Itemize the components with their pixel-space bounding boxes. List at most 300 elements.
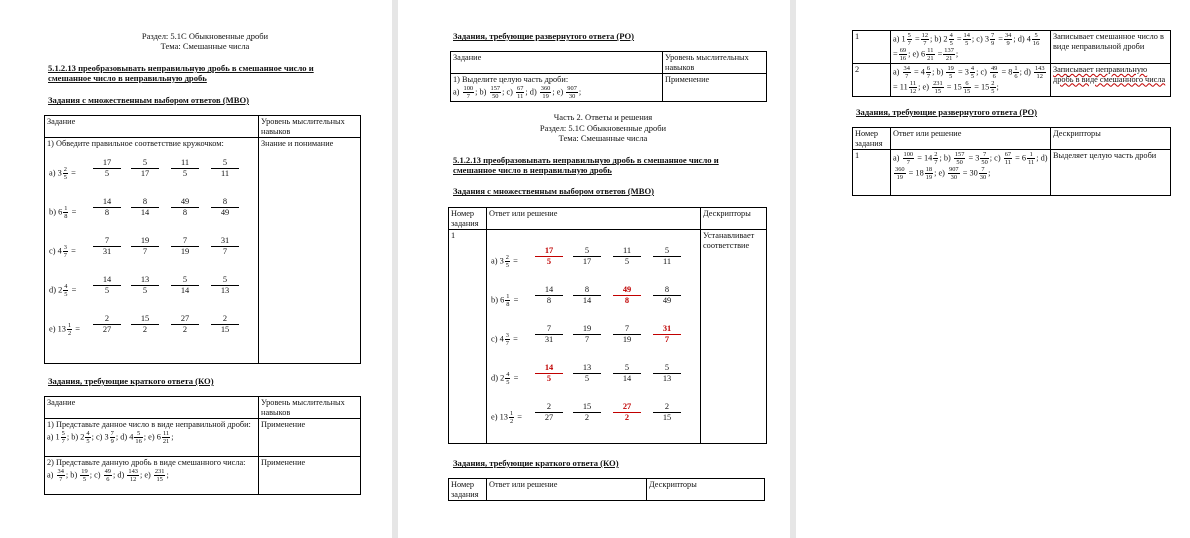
numerator: 14 <box>963 32 970 39</box>
document-page-2 <box>398 0 790 538</box>
denominator: 19 <box>180 247 190 256</box>
mco-option-fraction <box>653 246 681 267</box>
numerator: 49 <box>104 467 111 475</box>
denominator: 8 <box>64 213 68 220</box>
fraction <box>1004 32 1012 47</box>
numerator: 2 <box>653 402 681 413</box>
fraction <box>85 430 90 445</box>
column-header-descriptors: Дескрипторы <box>647 479 765 501</box>
denominator: 15 <box>963 88 971 95</box>
numerator: 231 <box>933 80 943 87</box>
mco-option-fraction <box>653 363 681 384</box>
numerator: 143 <box>128 467 138 475</box>
mco-option-fraction <box>211 275 239 296</box>
numerator: 231 <box>154 467 165 475</box>
column-header-descriptors: Дескрипторы <box>701 208 767 230</box>
denominator: 16 <box>1032 40 1040 47</box>
denominator: 5 <box>63 174 67 181</box>
fraction <box>980 151 988 166</box>
fraction <box>894 166 906 181</box>
numerator: 19 <box>947 65 954 72</box>
fraction <box>926 47 934 62</box>
task-number: 1 <box>853 31 891 64</box>
denominator: 5 <box>991 88 995 95</box>
fraction <box>970 65 975 80</box>
ko-task-2-items: a) $\frac{34}{7}$ ; b) $\frac{19}{5}$ ; c) $\frac{49}{6}$ ; d) $\frac{143}{12}$ ; e) $\frac{231}{15}$ ; <box>47 467 169 483</box>
fraction <box>1034 65 1046 80</box>
numerator: 137 <box>944 47 954 54</box>
numerator: 14 <box>535 363 563 374</box>
numerator: 19 <box>81 467 88 475</box>
numerator: 11 <box>162 429 170 437</box>
denominator: 16 <box>899 55 907 62</box>
denominator: 14 <box>622 374 632 383</box>
mco-row-label: a) 3 $\frac{2}{5}$ = <box>491 254 518 269</box>
mco-row-label: c) 4 $\frac{3}{7}$ = <box>49 244 76 259</box>
fraction <box>57 468 65 483</box>
mco-option-fraction <box>93 275 121 296</box>
denominator: 8 <box>506 301 510 308</box>
denominator: 50 <box>981 159 988 166</box>
mco-option-fraction <box>573 363 601 384</box>
numerator: 2 <box>211 314 239 325</box>
numerator: 4 <box>970 65 975 72</box>
denominator: 31 <box>544 335 554 344</box>
ro-answer-table <box>852 127 1171 196</box>
mco-option-fraction <box>211 314 239 335</box>
numerator: 5 <box>171 275 199 286</box>
denominator: 7 <box>142 247 148 256</box>
denominator: 8 <box>182 208 188 217</box>
mco-option-fraction <box>613 285 641 306</box>
mco-section-title: Задания с множественным выбором ответов (МВО) <box>453 186 655 196</box>
mco-row-label: e) 13 $\frac{1}{2}$ = <box>491 410 523 425</box>
mco-option-fraction <box>131 197 159 218</box>
denominator: 9 <box>1006 40 1010 47</box>
numerator: 19 <box>131 236 159 247</box>
fraction <box>909 80 917 95</box>
numerator: 5 <box>653 246 681 257</box>
numerator: 7 <box>980 151 988 159</box>
fraction <box>61 430 66 445</box>
denominator: 7 <box>505 340 509 347</box>
numerator: 7 <box>535 324 563 335</box>
section-heading: Раздел: 5.1С Обыкновенные дроби <box>539 123 667 133</box>
section-heading: Раздел: 5.1С Обыкновенные дроби <box>141 31 269 41</box>
fraction <box>933 151 938 166</box>
fraction <box>67 322 72 337</box>
ro-level: Применение <box>663 74 767 102</box>
objective-code: 5.1.2.13 преобразовывать неправильную дробь в смешанное число и смешанное число в неправильную дробь <box>453 155 719 175</box>
denominator: 19 <box>622 335 632 344</box>
ro-answer-items: a) $\frac{100}{7}$ = 14 $\frac{2}{7}$ ; b) $\frac{157}{50}$ = 3 $\frac{7}{50}$ ; c) $\frac{67}{11}$ = 6 $\frac{1}{11}$ ; d) $\frac{360}{19}$ = 18 $\frac{18}{19}$ ; e) $\frac{907}{30}$ = 30 $\frac{7}{30}$ ; <box>893 151 1048 181</box>
ko-task-2-text: 2) Представьте данную дробь в виде смешанного числа: <box>47 458 246 467</box>
column-header-task: Задание <box>45 397 259 419</box>
fraction <box>903 65 911 80</box>
denominator: 13 <box>220 286 230 295</box>
denominator: 21 <box>162 437 170 445</box>
document-page-1 <box>0 0 392 538</box>
denominator: 21 <box>945 55 953 62</box>
numerator: 1 <box>1014 65 1018 72</box>
denominator: 30 <box>979 174 987 181</box>
denominator: 13 <box>662 374 672 383</box>
numerator: 5 <box>211 158 239 169</box>
mco-option-fraction <box>211 236 239 257</box>
denominator: 8 <box>104 208 110 217</box>
denominator: 7 <box>907 40 911 47</box>
column-header-descriptors: Дескрипторы <box>1051 128 1171 150</box>
column-header-number: Номер задания <box>449 479 487 501</box>
denominator: 2 <box>624 413 630 422</box>
fraction <box>926 65 931 80</box>
denominator: 5 <box>82 475 87 483</box>
fraction <box>162 430 170 445</box>
fraction <box>954 151 966 166</box>
fraction <box>63 244 68 259</box>
numerator: 5 <box>613 363 641 374</box>
denominator: 7 <box>466 92 470 100</box>
mco-option-fraction <box>613 363 641 384</box>
mco-answer-cell <box>487 230 701 444</box>
numerator: 31 <box>653 324 681 335</box>
denominator: 7 <box>61 437 65 445</box>
column-header-number: Номер задания <box>853 128 891 150</box>
task-number: 2 <box>853 64 891 97</box>
denominator: 19 <box>925 174 933 181</box>
denominator: 14 <box>140 208 150 217</box>
mco-task-cell <box>45 138 259 364</box>
fraction <box>907 32 912 47</box>
denominator: 5 <box>949 40 953 47</box>
fraction <box>134 430 142 445</box>
fraction <box>516 85 524 100</box>
fraction <box>990 80 995 95</box>
denominator: 15 <box>156 475 163 483</box>
mco-option-fraction <box>535 402 563 423</box>
numerator: 5 <box>134 430 142 438</box>
numerator: 15 <box>573 402 601 413</box>
numerator: 13 <box>573 363 601 374</box>
fraction <box>63 205 68 220</box>
mco-row-label: d) 2 $\frac{4}{5}$ = <box>491 371 519 386</box>
fraction <box>899 47 907 62</box>
denominator: 5 <box>86 437 90 445</box>
numerator: 49 <box>171 197 199 208</box>
numerator: 5 <box>907 32 911 39</box>
fraction <box>921 32 929 47</box>
fraction <box>505 293 510 308</box>
numerator: 3 <box>63 244 67 251</box>
denominator: 7 <box>934 159 938 166</box>
denominator: 17 <box>582 257 592 266</box>
numerator: 11 <box>171 158 199 169</box>
document-page-3 <box>796 0 1190 538</box>
mco-option-fraction <box>653 285 681 306</box>
fraction <box>80 468 88 483</box>
numerator: 5 <box>211 275 239 286</box>
numerator: 907 <box>949 166 959 173</box>
denominator: 2 <box>584 413 590 422</box>
numerator: 12 <box>921 32 929 39</box>
numerator: 360 <box>895 166 905 173</box>
fraction <box>963 32 971 47</box>
numerator: 6 <box>963 80 971 88</box>
ko-task-1-items: a) 1 $\frac{5}{7}$ ; b) 2 $\frac{4}{5}$ ; c) 3 $\frac{7}{9}$ ; d) 4 $\frac{5}{16}$ ; e) 6 $\frac{11}{21}$ ; <box>47 429 174 445</box>
numerator: 1 <box>1027 151 1035 159</box>
mco-option-fraction <box>573 324 601 345</box>
numerator: 1 <box>509 410 514 417</box>
mco-option-fraction <box>613 246 641 267</box>
mco-option-fraction <box>171 197 199 218</box>
numerator: 49 <box>613 285 641 296</box>
ko-level-1: Применение <box>259 419 361 457</box>
part-2-heading: Часть 2. Ответы и решения <box>553 112 653 122</box>
mco-option-fraction <box>93 158 121 179</box>
numerator: 27 <box>613 402 641 413</box>
denominator: 7 <box>905 73 909 80</box>
mco-row-label: b) 6 $\frac{1}{8}$ = <box>49 205 77 220</box>
denominator: 5 <box>624 257 630 266</box>
ro-task-items: a) $\frac{100}{7}$ ; b) $\frac{157}{50}$ ; c) $\frac{67}{11}$ ; d) $\frac{360}{19}$ ; e) $\frac{907}{30}$ ; <box>453 84 582 100</box>
fraction <box>932 80 944 95</box>
fraction <box>505 254 510 269</box>
numerator: 15 <box>131 314 159 325</box>
mco-option-fraction <box>613 324 641 345</box>
numerator: 5 <box>573 246 601 257</box>
mco-option-fraction <box>211 158 239 179</box>
numerator: 7 <box>613 324 641 335</box>
column-header-level: Уровень мыслительных навыков <box>259 116 361 138</box>
mco-option-fraction <box>171 275 199 296</box>
denominator: 49 <box>662 296 672 305</box>
denominator: 5 <box>965 40 969 47</box>
ko-answer-table-continued <box>852 30 1171 97</box>
numerator: 7 <box>171 236 199 247</box>
column-header-number: Номер задания <box>449 208 487 230</box>
denominator: 27 <box>544 413 554 422</box>
numerator: 4 <box>506 371 510 378</box>
denominator: 5 <box>182 169 188 178</box>
numerator: 2 <box>991 80 995 87</box>
numerator: 5 <box>61 429 65 437</box>
numerator: 4 <box>64 283 68 290</box>
numerator: 67 <box>517 84 524 92</box>
fraction <box>154 468 166 483</box>
mco-descriptor: Устанавливает соответствие <box>701 230 767 444</box>
numerator: 7 <box>93 236 121 247</box>
numerator: 34 <box>57 467 64 475</box>
numerator: 7 <box>110 429 114 437</box>
denominator: 11 <box>1028 159 1035 166</box>
denominator: 5 <box>949 73 953 80</box>
mco-row-label: e) 13 $\frac{1}{2}$ = <box>49 322 81 337</box>
mco-option-fraction <box>171 236 199 257</box>
mco-option-fraction <box>131 275 159 296</box>
mco-row-label: a) 3 $\frac{2}{5}$ = <box>49 166 76 181</box>
ko-answer-1 <box>891 31 1051 64</box>
numerator: 7 <box>990 32 995 39</box>
mco-option-fraction <box>93 236 121 257</box>
numerator: 2 <box>93 314 121 325</box>
numerator: 1 <box>506 293 510 300</box>
fraction <box>463 85 475 100</box>
numerator: 157 <box>490 84 501 92</box>
denominator: 7 <box>664 335 670 344</box>
mco-option-fraction <box>573 402 601 423</box>
denominator: 2 <box>182 325 188 334</box>
ko-task-table <box>44 396 361 495</box>
fraction <box>104 468 112 483</box>
mco-option-fraction <box>573 246 601 267</box>
numerator: 360 <box>540 84 551 92</box>
denominator: 5 <box>584 374 590 383</box>
numerator: 14 <box>93 197 121 208</box>
fraction <box>110 430 115 445</box>
numerator: 13 <box>131 275 159 286</box>
mco-section-title: Задания с множественным выбором ответов (МВО) <box>48 95 250 105</box>
denominator: 2 <box>142 325 148 334</box>
denominator: 6 <box>1014 73 1018 80</box>
numerator: 34 <box>1004 32 1012 39</box>
mco-option-fraction <box>131 236 159 257</box>
fraction <box>63 283 68 298</box>
denominator: 27 <box>102 325 112 334</box>
fraction <box>943 47 955 62</box>
denominator: 7 <box>63 252 67 259</box>
ko-level-2: Применение <box>259 457 361 495</box>
mco-row-label: c) 4 $\frac{3}{7}$ = <box>491 332 518 347</box>
fraction <box>127 468 139 483</box>
numerator: 67 <box>1004 151 1012 158</box>
ro-section-title: Задания, требующие развернутого ответа (РО) <box>856 107 1038 117</box>
numerator: 2 <box>535 402 563 413</box>
denominator: 12 <box>1036 73 1043 80</box>
ko-answer-table <box>448 478 765 501</box>
denominator: 5 <box>505 262 509 269</box>
numerator: 4 <box>86 429 90 437</box>
fraction <box>963 80 971 95</box>
fraction <box>566 85 578 100</box>
denominator: 11 <box>517 92 524 100</box>
fraction <box>948 166 960 181</box>
denominator: 2 <box>67 330 72 337</box>
numerator: 5 <box>131 158 159 169</box>
fraction <box>1013 65 1018 80</box>
numerator: 17 <box>535 246 563 257</box>
ko-task-2 <box>45 457 259 495</box>
denominator: 7 <box>222 247 228 256</box>
numerator: 11 <box>909 80 917 87</box>
ko-section-title: Задания, требующие краткого ответа (КО) <box>48 376 214 386</box>
ko-task-1-text: 1) Представьте данное число в виде неправильной дроби: <box>47 420 251 429</box>
mco-level: Знание и понимание <box>259 138 361 364</box>
denominator: 11 <box>662 257 672 266</box>
fraction <box>949 32 954 47</box>
denominator: 11 <box>220 169 230 178</box>
denominator: 50 <box>492 92 499 100</box>
mco-answer-table <box>448 207 767 444</box>
numerator: 7 <box>979 166 987 174</box>
column-header-answer: Ответ или решение <box>487 208 701 230</box>
numerator: 8 <box>211 197 239 208</box>
numerator: 18 <box>925 166 933 173</box>
denominator: 6 <box>992 73 996 80</box>
fraction <box>509 410 514 425</box>
column-header-level: Уровень мыслительных навыков <box>259 397 361 419</box>
denominator: 14 <box>180 286 190 295</box>
numerator: 19 <box>573 324 601 335</box>
denominator: 31 <box>102 247 112 256</box>
ko-descriptor-1: Записывает смешанное число в виде неправильной дроби <box>1051 31 1171 64</box>
numerator: 8 <box>131 197 159 208</box>
mco-row-label: b) 6 $\frac{1}{8}$ = <box>491 293 519 308</box>
denominator: 5 <box>546 257 552 266</box>
numerator: 49 <box>990 65 998 72</box>
numerator: 1 <box>67 322 72 329</box>
numerator: 17 <box>93 158 121 169</box>
denominator: 19 <box>896 174 903 181</box>
mco-option-fraction <box>573 285 601 306</box>
mco-option-fraction <box>93 314 121 335</box>
objective-code: 5.1.2.13 преобразовывать неправильную дробь в смешанное число и смешанное число в неправильную дробь <box>48 63 314 83</box>
denominator: 6 <box>106 475 110 483</box>
fraction <box>946 65 954 80</box>
denominator: 16 <box>135 437 142 445</box>
ko-section-title: Задания, требующие краткого ответа (КО) <box>453 458 619 468</box>
column-header-answer: Ответ или решение <box>487 479 647 501</box>
numerator: 27 <box>171 314 199 325</box>
denominator: 5 <box>506 379 510 386</box>
numerator: 157 <box>954 151 965 158</box>
fraction <box>490 85 502 100</box>
denominator: 17 <box>140 169 150 178</box>
denominator: 7 <box>906 159 910 166</box>
column-header-task: Задание <box>45 116 259 138</box>
denominator: 7 <box>59 475 63 483</box>
denominator: 7 <box>584 335 590 344</box>
numerator: 31 <box>211 236 239 247</box>
mco-option-fraction <box>535 285 563 306</box>
denominator: 9 <box>110 437 114 445</box>
ro-answer <box>891 150 1051 196</box>
denominator: 30 <box>950 174 958 181</box>
numerator: 100 <box>463 84 474 92</box>
numerator: 4 <box>949 32 953 39</box>
numerator: 6 <box>926 65 931 72</box>
mco-task-table <box>44 115 361 364</box>
denominator: 30 <box>568 92 576 100</box>
numerator: 11 <box>927 47 934 54</box>
ro-task-table <box>450 51 767 102</box>
ko-answer-2-items: a) $\frac{34}{7}$ = 4 $\frac{6}{7}$ ; b) $\frac{19}{5}$ = 3 $\frac{4}{5}$ ; c) $\frac{49}{6}$ = 8 $\frac{1}{6}$ ; d) $\frac{143}{12}$ = 11 $\frac{11}{12}$ ; e) $\frac{231}{15}$ = 15 $\frac{6}{15}$ = 15 $\frac{2}{5}$ ; <box>893 65 1045 95</box>
mco-option-fraction <box>653 324 681 345</box>
mco-option-fraction <box>171 314 199 335</box>
mco-option-fraction <box>131 314 159 335</box>
numerator: 2 <box>934 151 938 158</box>
topic-heading: Тема: Смешанные числа <box>558 133 648 143</box>
denominator: 12 <box>129 475 137 483</box>
numerator: 143 <box>1034 65 1045 72</box>
denominator: 5 <box>546 374 552 383</box>
fraction <box>505 332 510 347</box>
fraction <box>1027 151 1035 166</box>
ko-answer-1-items: a) 1 $\frac{5}{7}$ = $\frac{12}{7}$ ; b) 2 $\frac{4}{5}$ = $\frac{14}{5}$ ; c) 3 $\frac{7}{9}$ = $\frac{34}{9}$ ; d) 4 $\frac{5}{16}$ = $\frac{69}{16}$ ; e) 6 $\frac{11}{21}$ = $\frac{137}{21}$ ; <box>893 32 1040 62</box>
fraction <box>925 166 933 181</box>
numerator: 100 <box>903 151 914 158</box>
denominator: 19 <box>542 92 549 100</box>
mco-option-fraction <box>131 158 159 179</box>
